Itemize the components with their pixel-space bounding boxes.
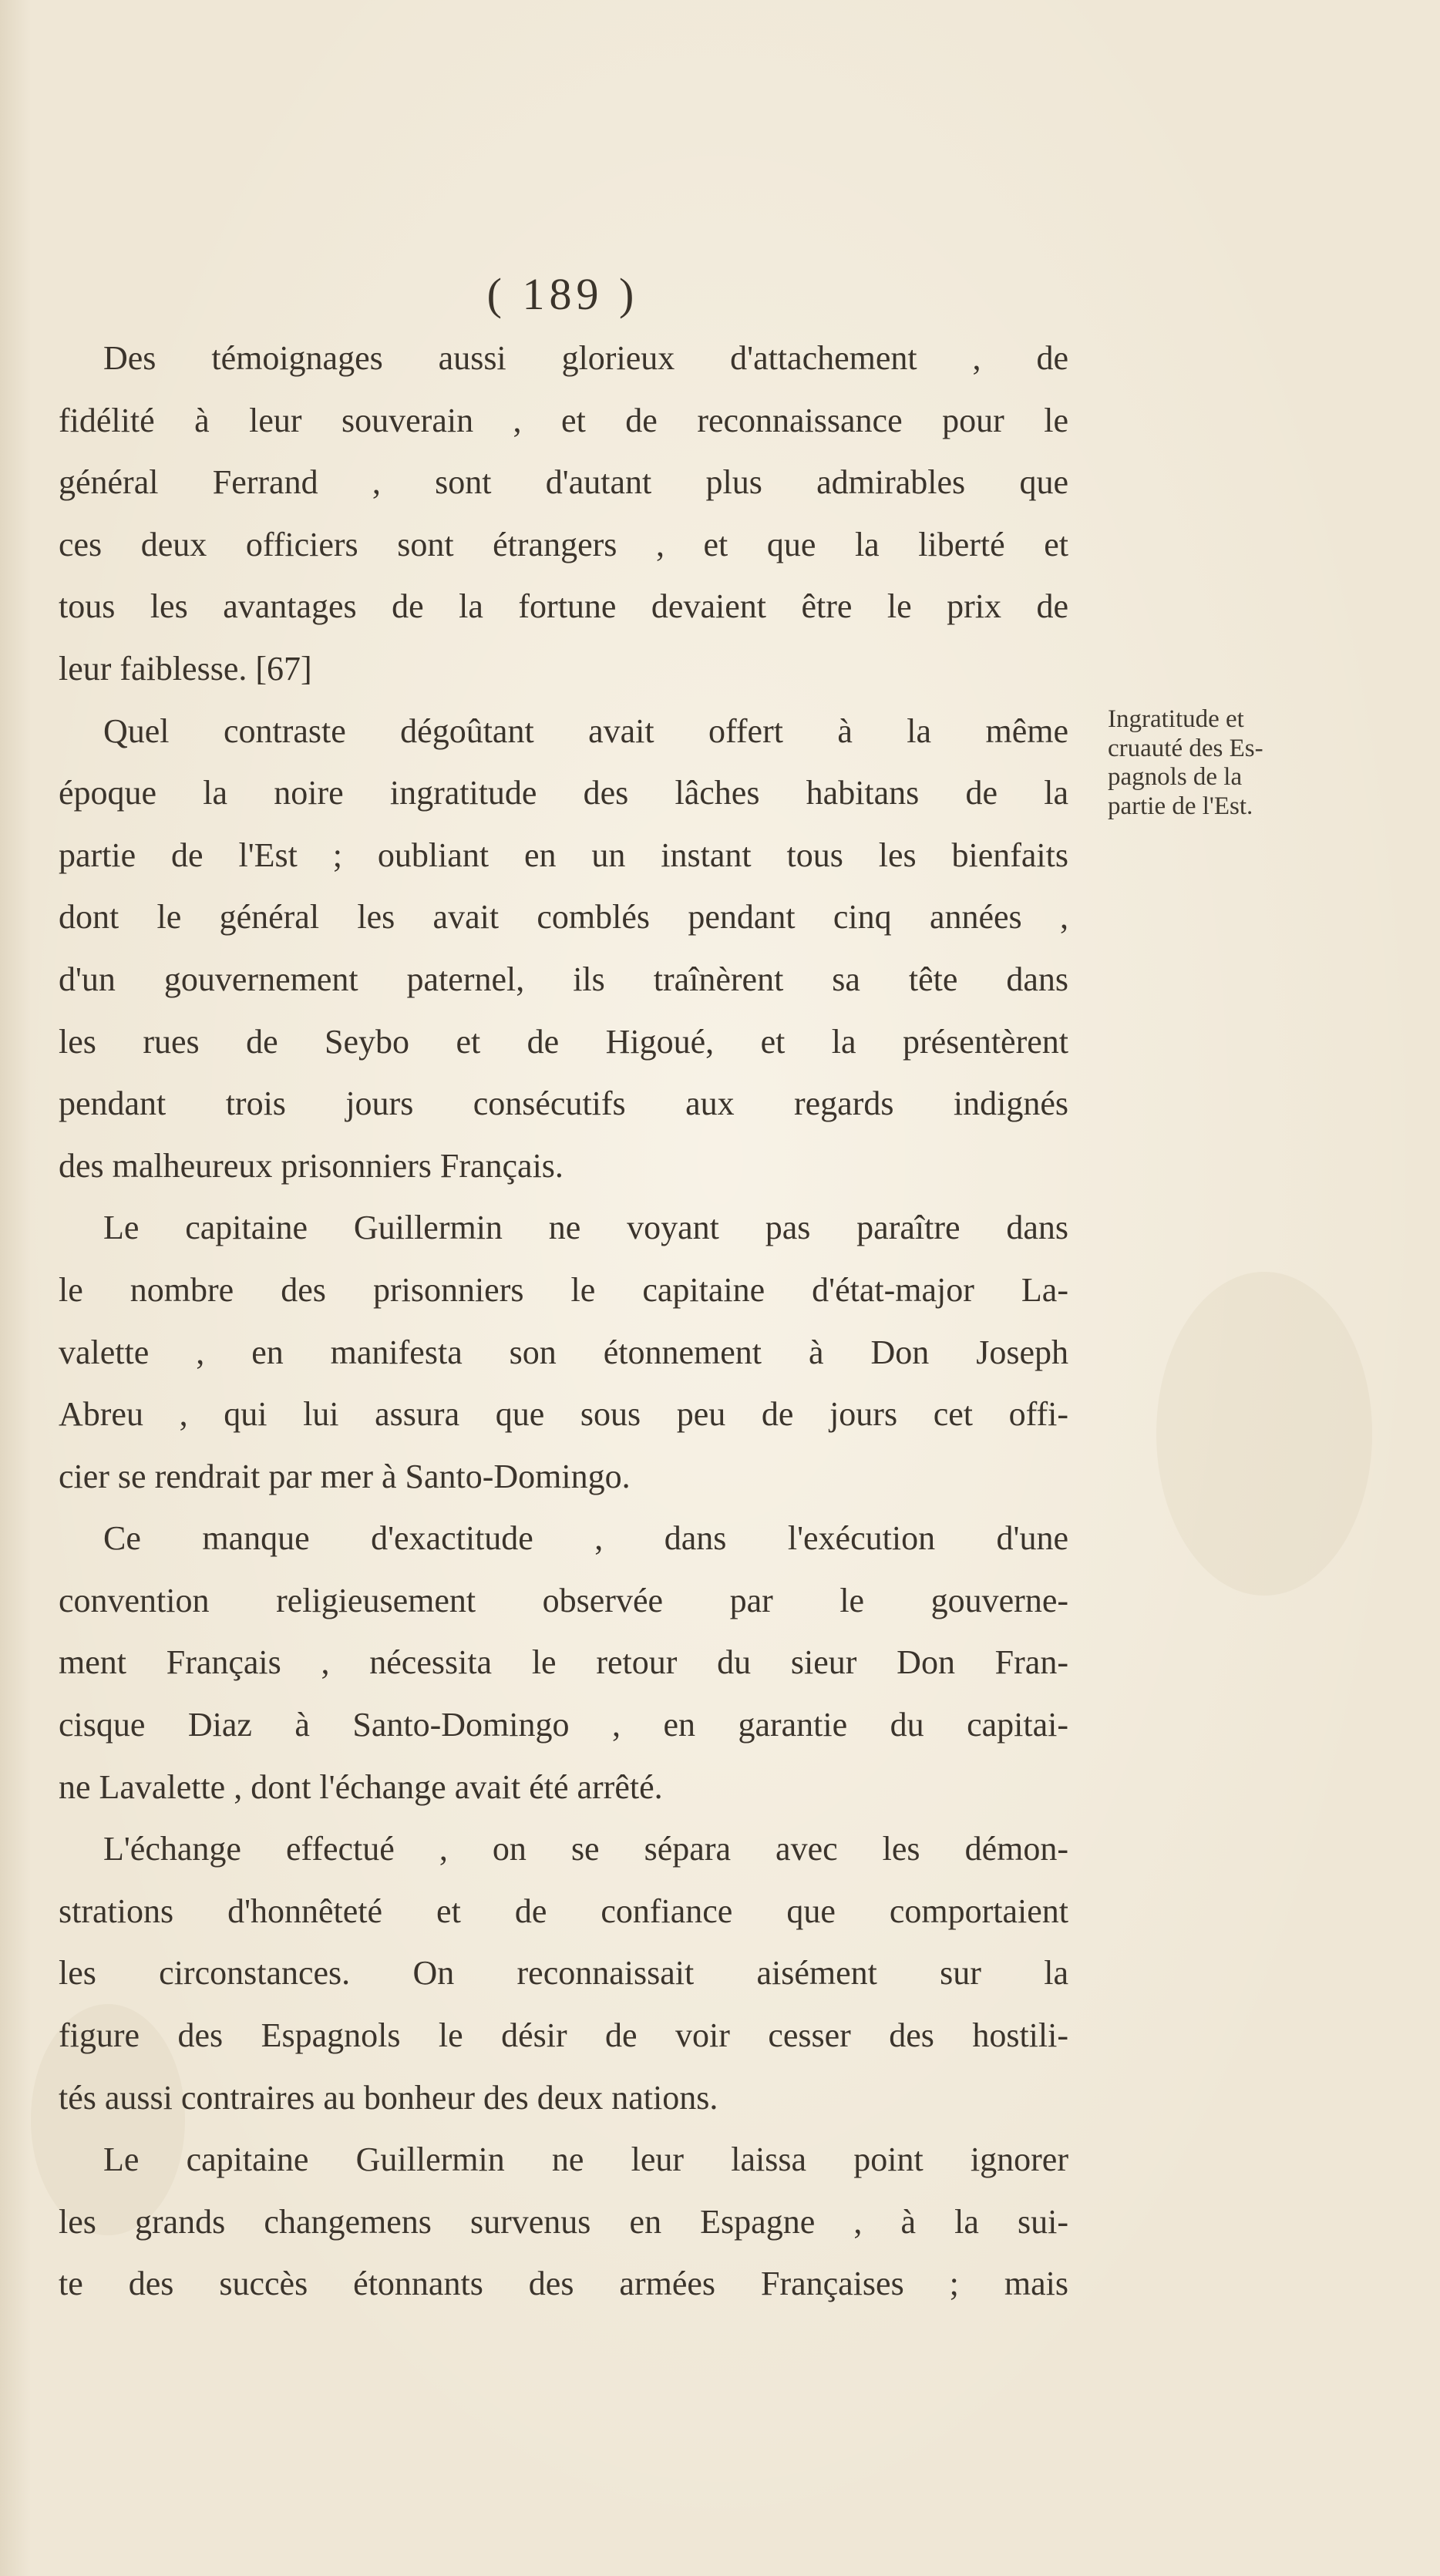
text-line: le nombre des prisonniers le capitaine d'état-major La- <box>59 1270 1068 1309</box>
text-line: L'échange effectué , on se sépara avec les démon- <box>103 1830 1068 1868</box>
text-line: cisque Diaz à Santo-Domingo , en garantie du capitai- <box>59 1706 1068 1744</box>
text-line: les grands changemens survenus en Espagne , à la sui- <box>59 2202 1068 2241</box>
text-line: partie de l'Est ; oubliant en un instant tous les bienfaits <box>59 836 1068 874</box>
paragraph-5 <box>59 1818 1068 2129</box>
margin-note <box>1108 705 1347 821</box>
text-line: dont le général les avait comblés pendant cinq années , <box>59 898 1068 937</box>
text-line: leur faiblesse. [67] <box>59 649 312 688</box>
text-line: ment Français , nécessita le retour du sieur Don Fran- <box>59 1643 1068 1682</box>
text-line: les rues de Seybo et de Higoué, et la présentèrent <box>59 1022 1068 1061</box>
main-text <box>59 328 1068 2315</box>
text-line: d'un gouvernement paternel, ils traînèrent sa tête dans <box>59 960 1068 998</box>
margin-note-line: cruauté des Es- <box>1108 734 1263 762</box>
paragraph-4 <box>59 1508 1068 1818</box>
paragraph-3 <box>59 1197 1068 1508</box>
margin-note-line: Ingratitude et <box>1108 705 1244 733</box>
text-line: Ce manque d'exactitude , dans l'exécution d'une <box>103 1519 1068 1558</box>
text-line: général Ferrand , sont d'autant plus admirables que <box>59 463 1068 502</box>
text-line: tés aussi contraires au bonheur des deux nations. <box>59 2078 718 2117</box>
paragraph-6 <box>59 2129 1068 2315</box>
text-line: tous les avantages de la fortune devaient être le prix de <box>59 587 1068 626</box>
margin-note-line: pagnols de la <box>1108 763 1243 791</box>
text-line: figure des Espagnols le désir de voir cesser des hostili- <box>59 2016 1068 2055</box>
paragraph-1 <box>59 328 1068 701</box>
text-line: fidélité à leur souverain , et de reconnaissance pour le <box>59 401 1068 439</box>
text-line: époque la noire ingratitude des lâches habitans de la <box>59 774 1068 812</box>
text-line: Des témoignages aussi glorieux d'attachement , de <box>103 339 1068 377</box>
text-line: pendant trois jours consécutifs aux regards indignés <box>59 1085 1068 1123</box>
text-line: ne Lavalette , dont l'échange avait été arrêté. <box>59 1767 663 1806</box>
text-line: Quel contraste dégoûtant avait offert à la même <box>103 711 1068 750</box>
text-line: Abreu , qui lui assura que sous peu de jours cet offi- <box>59 1395 1068 1434</box>
text-line: te des succès étonnants des armées Françaises ; mais <box>59 2265 1068 2303</box>
margin-note-line: partie de l'Est. <box>1108 792 1253 820</box>
text-line: ces deux officiers sont étrangers , et que la liberté et <box>59 525 1068 563</box>
paragraph-2 <box>59 701 1068 1198</box>
text-line: convention religieusement observée par le gouverne- <box>59 1581 1068 1619</box>
text-line: des malheureux prisonniers Français. <box>59 1146 564 1185</box>
text-line: Le capitaine Guillermin ne leur laissa point ignorer <box>103 2141 1068 2179</box>
text-line: Le capitaine Guillermin ne voyant pas paraître dans <box>103 1209 1068 1247</box>
page-number: ( 189 ) <box>486 269 639 319</box>
text-line: cier se rendrait par mer à Santo-Domingo. <box>59 1457 631 1495</box>
text-line: strations d'honnêteté et de confiance que comportaient <box>59 1892 1068 1930</box>
text-line: les circonstances. On reconnaissait aisément sur la <box>59 1954 1068 1993</box>
paper-stain <box>1156 1272 1372 1596</box>
text-line: valette , en manifesta son étonnement à Don Joseph <box>59 1333 1068 1371</box>
